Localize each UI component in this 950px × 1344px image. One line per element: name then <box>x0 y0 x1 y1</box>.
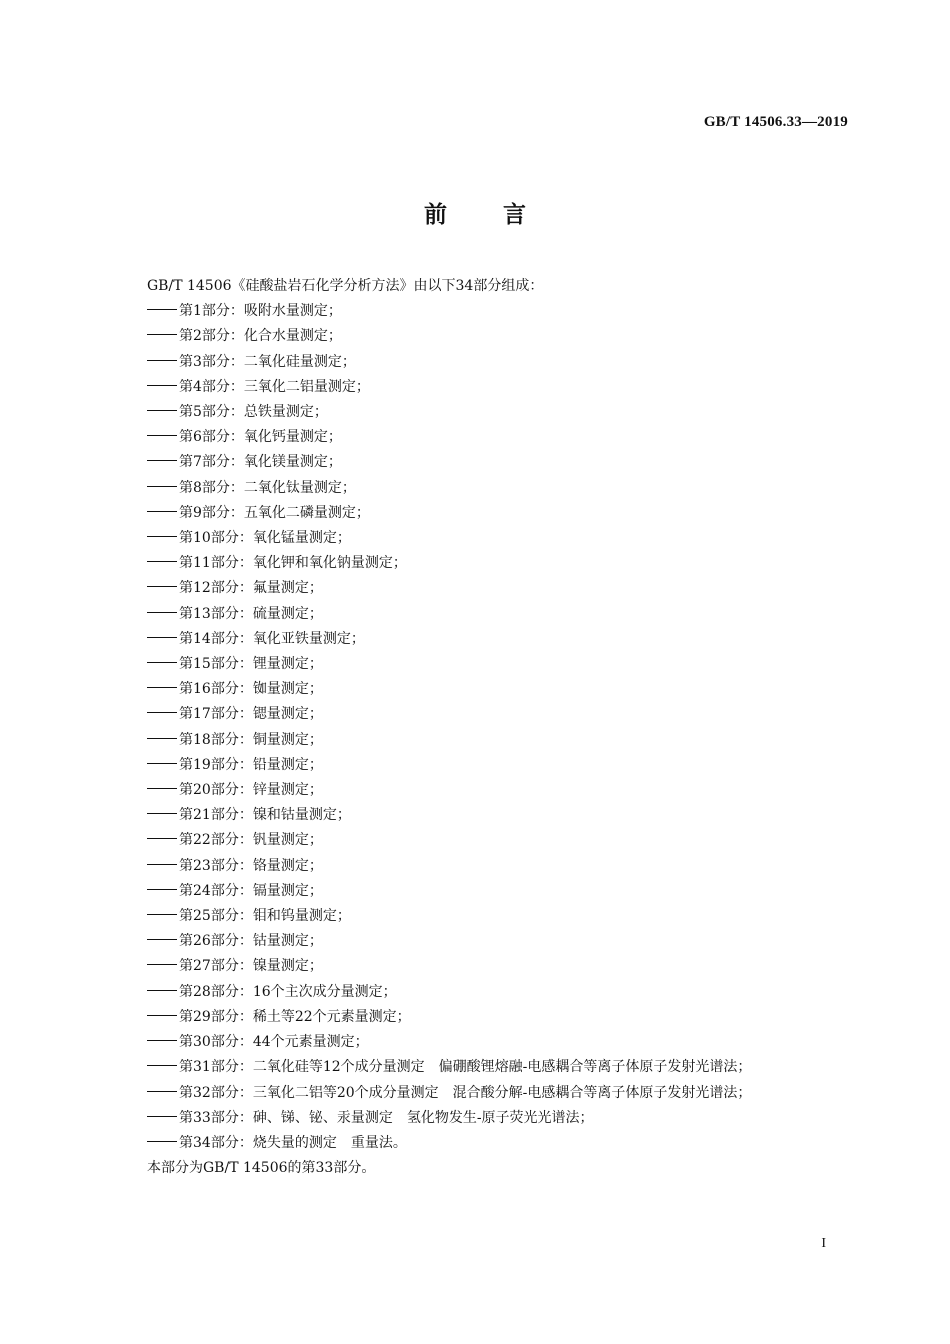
list-item-text: 第4部分：三氧化二铝量测定； <box>179 378 370 395</box>
em-dash <box>147 551 179 576</box>
list-item <box>147 350 850 375</box>
list-item-text: 第18部分：铜量测定； <box>179 731 323 748</box>
em-dash <box>147 299 179 324</box>
list-item <box>147 551 850 576</box>
em-dash <box>147 1005 179 1030</box>
list-item-text: 第5部分：总铁量测定； <box>179 404 328 421</box>
list-item <box>147 476 850 501</box>
list-item-text: 第3部分：二氧化硅量测定； <box>179 353 356 370</box>
list-item <box>147 778 850 803</box>
foreword-content <box>147 274 850 1181</box>
list-item <box>147 425 850 450</box>
em-dash <box>147 778 179 803</box>
list-item-text: 第2部分：化合水量测定； <box>179 328 342 345</box>
standard-code: GB/T 14506.33—2019 <box>703 114 848 130</box>
list-item <box>147 904 850 929</box>
list-item <box>147 1081 850 1106</box>
list-item <box>147 803 850 828</box>
em-dash <box>147 879 179 904</box>
em-dash <box>147 627 179 652</box>
em-dash <box>147 400 179 425</box>
list-item <box>147 929 850 954</box>
list-item <box>147 1030 850 1055</box>
list-item-text: 第24部分：镉量测定； <box>179 882 323 899</box>
list-item <box>147 526 850 551</box>
list-item-text: 第25部分：钼和钨量测定； <box>179 908 351 925</box>
list-item-text: 第7部分：氧化镁量测定； <box>179 454 342 471</box>
em-dash <box>147 980 179 1005</box>
list-item <box>147 854 850 879</box>
list-item-text: 第11部分：氧化钾和氧化钠量测定； <box>179 555 407 572</box>
list-item-text: 第6部分：氧化钙量测定； <box>179 429 342 446</box>
list-item <box>147 980 850 1005</box>
list-item <box>147 1055 850 1080</box>
em-dash <box>147 753 179 778</box>
list-item-text: 第9部分：五氧化二磷量测定； <box>179 504 370 521</box>
em-dash <box>147 1030 179 1055</box>
list-item-text: 第14部分：氧化亚铁量测定； <box>179 630 365 647</box>
list-item <box>147 677 850 702</box>
list-item <box>147 1131 850 1156</box>
em-dash <box>147 425 179 450</box>
list-item-text: 第30部分：44个元素量测定； <box>179 1034 369 1051</box>
list-item-text: 第21部分：镍和钴量测定； <box>179 807 351 824</box>
list-item <box>147 828 850 853</box>
em-dash <box>147 1055 179 1080</box>
em-dash <box>147 854 179 879</box>
list-item-text: 第23部分：铬量测定； <box>179 857 323 874</box>
em-dash <box>147 677 179 702</box>
list-item <box>147 375 850 400</box>
em-dash <box>147 350 179 375</box>
list-item-text: 第8部分：二氧化钛量测定； <box>179 479 356 496</box>
em-dash <box>147 652 179 677</box>
list-item-text: 第13部分：硫量测定； <box>179 605 323 622</box>
list-item <box>147 602 850 627</box>
list-item <box>147 753 850 778</box>
list-item <box>147 576 850 601</box>
em-dash <box>147 576 179 601</box>
list-item <box>147 652 850 677</box>
em-dash <box>147 375 179 400</box>
list-item-text: 第17部分：锶量测定； <box>179 706 323 723</box>
list-item <box>147 400 850 425</box>
em-dash <box>147 476 179 501</box>
list-item <box>147 501 850 526</box>
list-item <box>147 450 850 475</box>
list-item-text: 第15部分：锂量测定； <box>179 656 323 673</box>
list-item-text: 第26部分：钴量测定； <box>179 933 323 950</box>
list-item-text: 第33部分：砷、锑、铋、汞量测定 氢化物发生-原子荧光光谱法； <box>179 1109 594 1126</box>
list-item-text: 第1部分：吸附水量测定； <box>179 303 342 320</box>
list-item-text: 第29部分：稀土等22个元素量测定； <box>179 1008 411 1025</box>
list-item <box>147 627 850 652</box>
em-dash <box>147 526 179 551</box>
list-item-text: 第22部分：钒量测定； <box>179 832 323 849</box>
list-item-text: 第12部分：氟量测定； <box>179 580 323 597</box>
list-item-text: 第10部分：氧化锰量测定； <box>179 530 351 547</box>
closing-paragraph: 本部分为GB/T 14506的第33部分。 <box>147 1160 376 1177</box>
list-item-text: 第32部分：三氧化二铝等20个成分量测定 混合酸分解-电感耦合等离子体原子发射光谱法； <box>179 1084 752 1101</box>
em-dash <box>147 728 179 753</box>
list-item <box>147 728 850 753</box>
em-dash <box>147 702 179 727</box>
intro-paragraph: GB/T 14506《硅酸盐岩石化学分析方法》由以下34部分组成： <box>147 278 544 294</box>
page-title: 前言 <box>424 202 582 228</box>
list-item-text: 第19部分：铅量测定； <box>179 756 323 773</box>
em-dash <box>147 803 179 828</box>
em-dash <box>147 828 179 853</box>
em-dash <box>147 954 179 979</box>
list-item-text: 第34部分：烧失量的测定 重量法。 <box>179 1134 407 1151</box>
em-dash <box>147 450 179 475</box>
page-number: I <box>821 1236 826 1251</box>
em-dash <box>147 1131 179 1156</box>
list-item <box>147 702 850 727</box>
list-item-text: 第28部分：16个主次成分量测定； <box>179 983 397 1000</box>
list-item <box>147 324 850 349</box>
list-item-text: 第20部分：锌量测定； <box>179 782 323 799</box>
list-item <box>147 954 850 979</box>
em-dash <box>147 929 179 954</box>
list-item <box>147 299 850 324</box>
em-dash <box>147 904 179 929</box>
em-dash <box>147 1081 179 1106</box>
list-item-text: 第16部分：铷量测定； <box>179 681 323 698</box>
list-item <box>147 879 850 904</box>
list-item-text: 第31部分：二氧化硅等12个成分量测定 偏硼酸锂熔融-电感耦合等离子体原子发射光谱法； <box>179 1059 752 1076</box>
list-item <box>147 1106 850 1131</box>
list-item-text: 第27部分：镍量测定； <box>179 958 323 975</box>
em-dash <box>147 324 179 349</box>
list-item <box>147 1005 850 1030</box>
em-dash <box>147 501 179 526</box>
em-dash <box>147 1106 179 1131</box>
em-dash <box>147 602 179 627</box>
